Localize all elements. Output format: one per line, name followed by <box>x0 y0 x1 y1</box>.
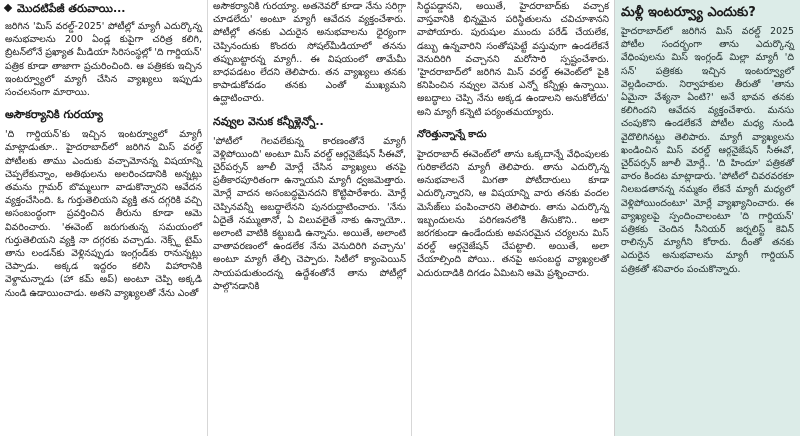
diamond-icon <box>4 4 12 12</box>
section-subheading: నోరెత్తున్నాన్నే కాదు <box>417 128 487 140</box>
article-paragraph: అసౌకర్యానికి గురయ్యా. అతనెవరో కూడా నేను సరిగ్గా చూడలేదు' అంటూ మ్యాగీ ఆవేదన వ్యక్తంచేశారు. పోటీల్లో తనకు ఎదురైన అనుభవాలను ధైర్యంగా చెప్పినందుకు కొందరు సోషల్‌మీడియాలో తనను తప్పుబట్టారన్న మ్యాగీ.. ఈ విషయంలో తామేమీ బాధపడటం లేదని తెలిపారు. తన వ్యాఖ్యలు తనకు కాపాడుకోవడం తనకు ఎంతో ముఖ్యమని ఉద్ఘాటించారు. <box>213 1 406 105</box>
sidebar-box <box>614 0 800 436</box>
continued-kicker-text: మొదటిపేజీ తరువాయి... <box>17 2 126 15</box>
section-subheading: నవ్వుల వెనుక కన్నీళ్లెన్నో.. <box>213 114 324 128</box>
article-paragraph: సిద్ధపడ్డానని, అయితే, హైదరాబాద్‌కు వచ్చాక వాస్తవానికి భిన్నమైన పరిస్థితులను చవిచూశానని వాపోయారు. పురుషుల ముందు పరేడ్ చేయలేక, డబ్బు ఉన్నవారిని సంతోషపెట్టే వస్తువుగా ఉండలేకనే వెనుదిరిగి వచ్చానని మరోసారి స్పష్టంచేశారు. 'హైదరాబాద్‌లో జరిగిన మిస్ వరల్డ్ ఈవెంట్‌లో పైకి కనిపించిన నవ్వుల వెనుక ఎన్నో కన్నీళ్లు ఉన్నాయి. అబద్ధాలు చెప్పి నేను అక్కడ ఉండాలని అనుకోలేదు' అని మ్యాగీ కన్నెటి పర్యంతమయ్యారు. <box>417 1 609 118</box>
article-paragraph: 'ది గార్డియన్'కు ఇచ్చిన ఇంటర్వ్యూలో మ్యాగీ మాట్లాడుతూ.. హైదరాబాద్‌లో జరిగిన మిస్ వరల్డ్ పోటీలకు తాము ఎందుకు వచ్చామోనన్న విషయాన్ని చెప్పలేకున్నాం, అతిథులను అలరించడానికి అన్నట్లు తమను గ్లామర్ బొమ్మలుగా వాడుకొన్నారని ఆవేదన వ్యక్తంచేసింది. ఓ గుర్తుతెలియని వ్యక్తి తన దగ్గరికి వచ్చి అసంబంద్ధంగా ప్రవర్తించిన తీరును కూడా ఆమె వివరించారు. 'ఈవెంట్ జరుగుతున్న సమయంలో గుర్తుతెలియని వ్యక్తి నా దగ్గరకు వచ్చాడు. నెక్స్ట్ టైమ్ తాను లండన్‌కు వెళ్లినప్పుడు ఇంగ్లండ్‌కు రానున్నట్లు చెప్పాడు. అక్కడ ఇద్దరం కలిసి విహారానికి వెళ్దామన్నాడు (హా కమ్ అప్) అంటూ చెప్పి అక్కడి నుండి ఉడాయించాడు. అతని వ్యాఖ్యలతో నేను ఎంతో <box>5 129 202 299</box>
section-subheading: అసౌకర్యానికి గురయ్యా <box>5 108 103 122</box>
continued-kicker <box>5 2 202 16</box>
article-paragraph: హైదరాబాద్ ఈవెంట్‌లో తాను ఒక్కదాన్నే వేధింపులకు గురికాలేదని మ్యాగీ తెలిపారు. తాను ఎదుర్కొన్న అనుభవాలనే మిగతా పోటీదారులు కూడా ఎదుర్కొన్నారని, ఆ విషయాన్ని వారు తనకు వందల మెసేజ్‌లు పంపించారని తెలిపారు. తాను ఎదుర్కొన్న ఇబ్బందులను పరిగణనలోకి తీసుకొని.. అలా జరగకుండా ఉండేందుకు అవసరమైన చర్యలను మిస్ వరల్డ్ ఆర్గనైజేషన్ చేపట్టాలి. అయితే, అలా చేయాల్సింది పోయి.. తనపై అసంబద్ధ వ్యాఖ్యలతో ఎదురుదాడికి దిగడం ఏమిటని ఆమె ప్రశ్నించారు. <box>417 148 609 279</box>
sidebar-heading: మళ్లీ ఇంటర్వ్యూ ఎందుకు? <box>621 5 756 20</box>
article-column-2 <box>207 0 411 436</box>
sidebar-paragraph: హైదరాబాద్‌లో జరిగిన మిస్ వరల్డ్ 2025 పోటీల సందర్భంగా తాను ఎదుర్కొన్న వేధింపులను మిస్ ఇంగ్లండ్ మిల్లా మ్యాగీ 'ది సన్' పత్రికకు ఇచ్చిన ఇంటర్వ్యూలో వెల్లడించారు. నిర్వాహకుల తీరుతో 'తాను ఏమైనా వేశ్యనా ఏంటి?' అనే భావన తనకు కలిగిందని ఆవేదన వ్యక్తంచేశారు. మనసు చంపుకొని ఉండలేకనే పోటీల మధ్య నుండి వైదొలిగినట్టు తెలిపారు. మ్యాగీ వ్యాఖ్యలను ఖండించిన మిస్ వరల్డ్ ఆర్గనైజేషన్ సీఈవో, చైర్‌పర్సన్ జూలీ మోర్లే.. 'ది హిందూ' పత్రికతో వారం కిందట మాట్లాడారు. 'పోటీలో చివరవరకూ నిలబడతానన్న నమ్మకం లేకనే మ్యాగీ మధ్యలో వెళ్లిపోయిందంటూ' మోర్లే వ్యాఖ్యానించారు. ఈ వ్యాఖ్యలపై స్పందించాలంటూ 'ది గార్డియన్' పత్రికకు చెందిన సీనియర్ జర్నలిస్ట్ కెవిన్ రాలిన్సన్ మ్యాగీని కోరారు. దీంతో తనకు ఎదురైన అనుభవాలను మ్యాగీ గార్డియన్ పత్రికతో శనివారం పంచుకొన్నారు. <box>621 26 794 275</box>
article-column-3 <box>411 0 614 436</box>
article-paragraph: 'పోటీలో గెలవలేకున్న కారణంతోనే మ్యాగీ వెళ్లిపోయింది' అంటూ మిస్ వరల్డ్ ఆర్గనైజేషన్ సీఈవో, చైర్‌పర్సన్ జూలీ మోర్లే చేసిన వ్యాఖ్యలు తనపై ప్రతీకారపూరితంగా ఉన్నాయని మ్యాగీ ధ్వజమెత్తారు. మోర్లే వాదన అసంబద్ధమైనదని కొట్టిపారేశారు. మోర్లే చెప్పినవన్నీ అబద్ధాలేనని పునరుద్ఘాటించారు. 'నేను ఏదైతే నమ్ముతానో, ఏ విలువలైతే నాకు ఉన్నాయో.. అలాంటి వాటికి కట్టుబడి ఉన్నాను. అయితే, అలాంటి వాతావరణంలో ఉండలేక నేను వెనుదిరిగి వచ్చాను' అంటూ మ్యాగీ తేల్చి చెప్పారు. సిటీలో క్యాంపెయిన్ సాయపడుతుందన్న ఉద్దేశంతోనే తాను పోటీల్లో పాల్గొనడానికి <box>213 135 406 292</box>
article-column-1 <box>0 0 207 436</box>
article-paragraph: జరిగిన 'మిస్ వరల్డ్-2025' పోటీల్లో మ్యాగీ ఎదుర్కొన్న అనుభవాలను 200 ఏండ్ల కుపైగా చరిత్ర కలిగి, బ్రిటన్‌లోనే ప్రఖ్యాత మీడియా సిరిసంస్థల్లో 'ది గార్డియన్' పత్రిక కూడా తాజాగా ప్రచురించింది. ఆ పత్రికకు ఇచ్చిన ఇంటర్వ్యూలో మ్యాగీ చేసిన వ్యాఖ్యలు ఇప్పుడు సంచలనంగా మారాయి. <box>5 21 202 99</box>
